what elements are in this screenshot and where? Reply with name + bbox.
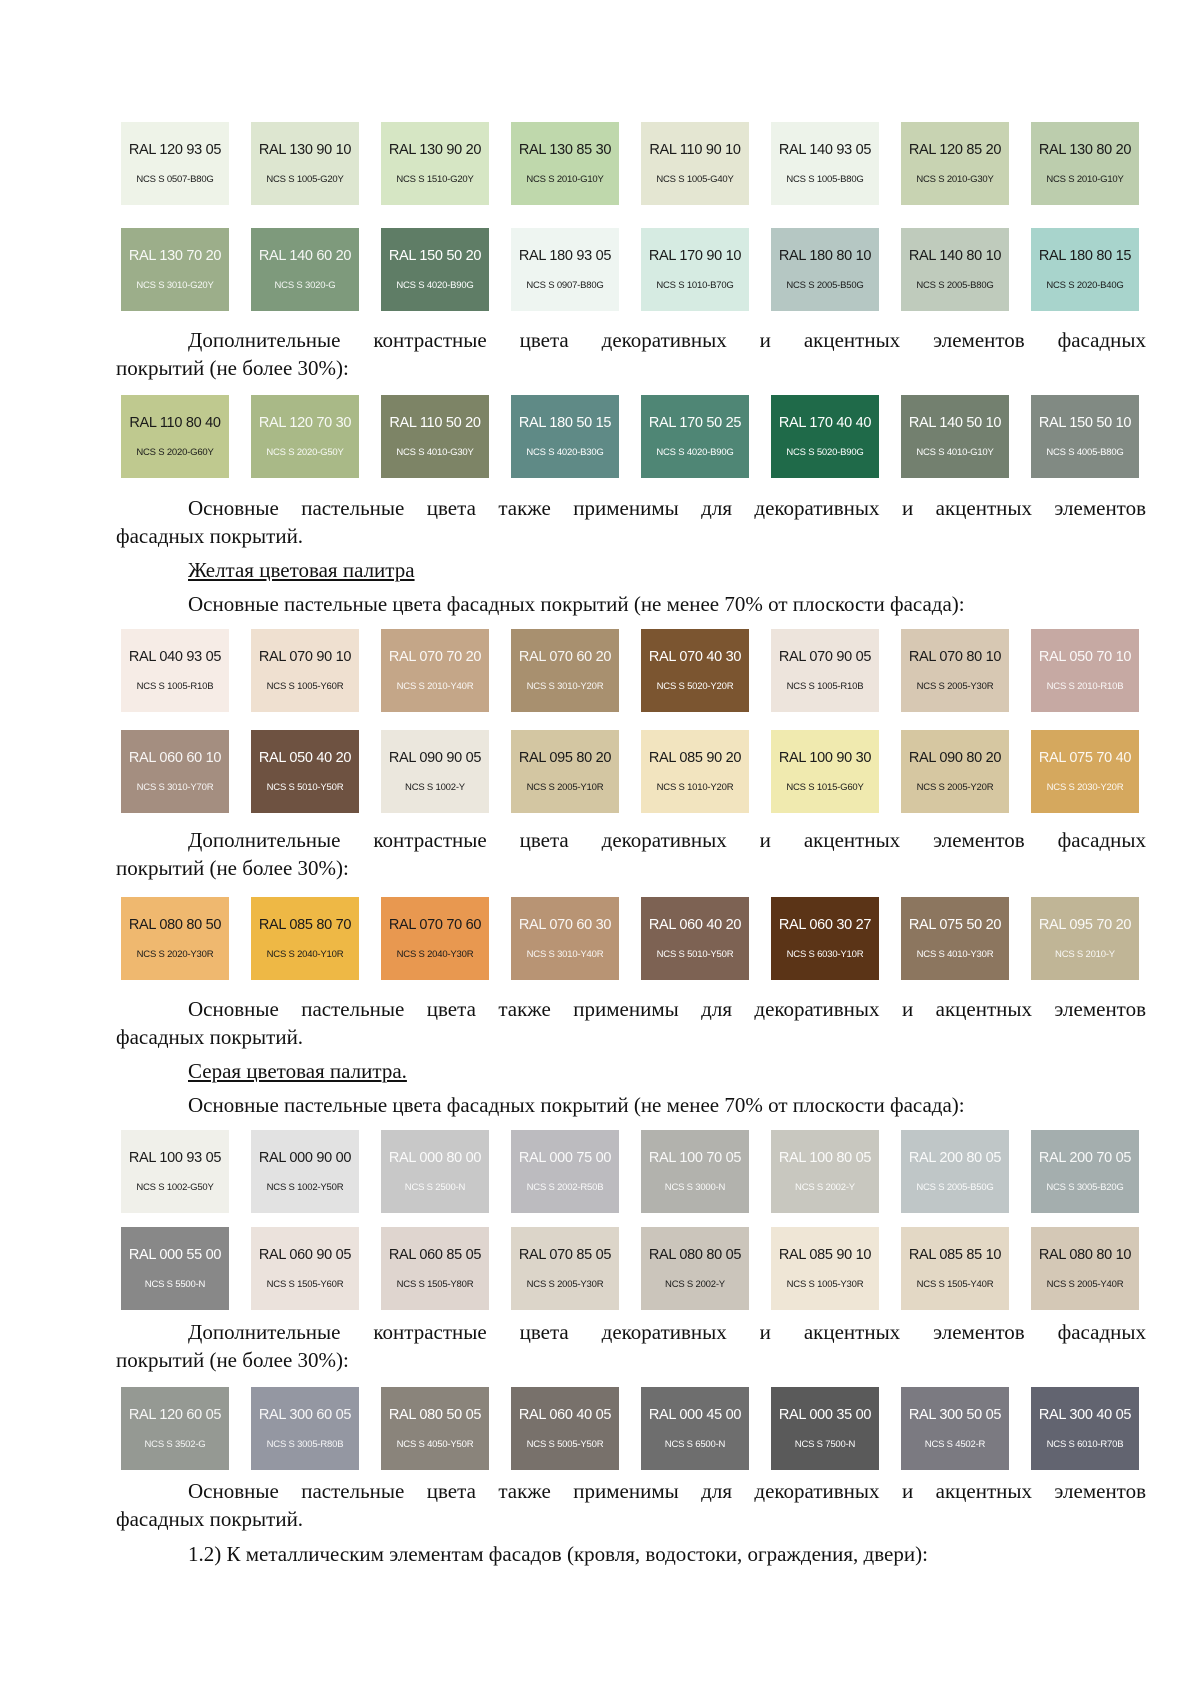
ral-code: RAL 110 50 20	[389, 415, 481, 431]
ral-code: RAL 120 93 05	[128, 142, 222, 158]
ral-code: RAL 150 50 20	[388, 248, 482, 264]
ncs-code: NCS S 3005-R80B	[266, 1439, 344, 1450]
ral-code: RAL 000 55 00	[128, 1247, 222, 1263]
color-swatch	[121, 897, 229, 980]
ral-code: RAL 100 90 30	[778, 750, 872, 766]
paragraph-line: Основные пастельные цвета также применимы для декоративных и акцентных элементов	[188, 496, 1146, 520]
color-swatch	[1031, 897, 1139, 980]
ral-code: RAL 100 80 05	[778, 1150, 872, 1166]
ral-code: RAL 130 80 20	[1038, 142, 1132, 158]
ncs-code: NCS S 4010-G30Y	[396, 447, 474, 458]
ncs-code: NCS S 1005-Y30R	[786, 1279, 864, 1290]
color-swatch	[771, 629, 879, 712]
color-swatch	[251, 1387, 359, 1470]
color-swatch	[901, 228, 1009, 311]
color-swatch	[1031, 1130, 1139, 1213]
ncs-code: NCS S 2005-Y30R	[916, 681, 994, 692]
ral-code: RAL 180 50 15	[518, 415, 612, 431]
paragraph-line: фасадных покрытий.	[116, 524, 304, 548]
ral-code: RAL 060 30 27	[778, 917, 872, 933]
swatch-row-green-main-1	[121, 122, 1141, 205]
ral-code: RAL 080 80 50	[128, 917, 222, 933]
paragraph-pastel-grey	[116, 1477, 1146, 1505]
ral-code: RAL 060 40 20	[648, 917, 742, 933]
ral-code: RAL 300 60 05	[258, 1407, 352, 1423]
color-swatch	[511, 897, 619, 980]
ral-code: RAL 070 85 05	[518, 1247, 612, 1263]
ncs-code: NCS S 6010-R70B	[1046, 1439, 1124, 1450]
ncs-code: NCS S 7500-N	[794, 1439, 856, 1450]
paragraph-line: фасадных покрытий.	[116, 1507, 304, 1531]
ral-code: RAL 200 70 05	[1038, 1150, 1132, 1166]
ral-code: RAL 000 90 00	[258, 1150, 352, 1166]
color-swatch	[901, 395, 1009, 478]
paragraph-line: Дополнительные контрастные цвета декоративных и акцентных элементов фасадных	[188, 328, 1146, 352]
ral-code: RAL 170 50 25	[648, 415, 742, 431]
ral-code: RAL 000 35 00	[778, 1407, 872, 1423]
ncs-code: NCS S 1002-Y50R	[266, 1182, 344, 1193]
color-swatch	[641, 395, 749, 478]
color-swatch	[381, 1387, 489, 1470]
section-heading-grey	[116, 1057, 1146, 1085]
ncs-code: NCS S 4020-B90G	[396, 280, 474, 291]
ncs-code: NCS S 3010-Y20R	[526, 681, 604, 692]
paragraph-pastel-green-cont	[116, 522, 1146, 550]
ncs-code: NCS S 0507-B80G	[136, 174, 214, 185]
ral-code: RAL 180 80 10	[778, 248, 872, 264]
color-swatch	[381, 122, 489, 205]
ral-code: RAL 060 60 10	[128, 750, 222, 766]
paragraph-line: Основные пастельные цвета также применимы для декоративных и акцентных элементов	[188, 1479, 1146, 1503]
paragraph-line: Основные пастельные цвета фасадных покрытий (не менее 70% от плоскости фасада):	[188, 592, 965, 616]
ral-code: RAL 075 50 20	[908, 917, 1002, 933]
section-heading-yellow	[116, 556, 1146, 584]
ncs-code: NCS S 3502-G	[144, 1439, 206, 1450]
ral-code: RAL 070 80 10	[908, 649, 1002, 665]
color-swatch	[121, 122, 229, 205]
color-swatch	[511, 629, 619, 712]
color-swatch	[641, 1130, 749, 1213]
ral-code: RAL 000 80 00	[388, 1150, 482, 1166]
ral-code: RAL 140 80 10	[908, 248, 1002, 264]
ncs-code: NCS S 1015-G60Y	[786, 782, 864, 793]
ncs-code: NCS S 1005-B80G	[786, 174, 864, 185]
paragraph-line: Дополнительные контрастные цвета декоративных и акцентных элементов фасадных	[188, 828, 1146, 852]
ncs-code: NCS S 1010-Y20R	[656, 782, 734, 793]
ral-code: RAL 095 70 20	[1038, 917, 1132, 933]
ral-code: RAL 060 85 05	[388, 1247, 482, 1263]
color-swatch	[901, 1227, 1009, 1310]
color-swatch	[901, 1387, 1009, 1470]
ncs-code: NCS S 4050-Y50R	[396, 1439, 474, 1450]
color-swatch	[121, 1387, 229, 1470]
swatch-row-grey-extra	[121, 1387, 1141, 1470]
paragraph-line: покрытий (не более 30%):	[116, 1348, 349, 1372]
section-heading-text: Желтая цветовая палитра	[188, 558, 415, 582]
ral-code: RAL 090 80 20	[908, 750, 1002, 766]
color-swatch	[511, 228, 619, 311]
color-swatch	[381, 1130, 489, 1213]
color-swatch	[641, 1387, 749, 1470]
ncs-code: NCS S 2010-Y	[1055, 949, 1115, 960]
ncs-code: NCS S 2010-G10Y	[1046, 174, 1124, 185]
color-swatch	[901, 122, 1009, 205]
ral-code: RAL 070 90 05	[778, 649, 872, 665]
ral-code: RAL 150 50 10	[1038, 415, 1132, 431]
ncs-code: NCS S 2005-B50G	[786, 280, 864, 291]
ncs-code: NCS S 3010-G20Y	[136, 280, 214, 291]
ral-code: RAL 085 85 10	[908, 1247, 1002, 1263]
color-swatch	[901, 629, 1009, 712]
ncs-code: NCS S 2500-N	[404, 1182, 466, 1193]
ncs-code: NCS S 5020-Y20R	[656, 681, 734, 692]
ncs-code: NCS S 6500-N	[664, 1439, 726, 1450]
ral-code: RAL 085 90 10	[778, 1247, 872, 1263]
ncs-code: NCS S 2010-G30Y	[916, 174, 994, 185]
ral-code: RAL 070 40 30	[648, 649, 742, 665]
ral-code: RAL 130 90 20	[388, 142, 482, 158]
color-swatch	[511, 1227, 619, 1310]
ncs-code: NCS S 1505-Y40R	[916, 1279, 994, 1290]
color-swatch	[511, 122, 619, 205]
color-swatch	[641, 122, 749, 205]
paragraph-extra-green-cont	[116, 354, 1146, 382]
ral-code: RAL 050 40 20	[258, 750, 352, 766]
ral-code: RAL 170 40 40	[778, 415, 872, 431]
ncs-code: NCS S 4020-B30G	[526, 447, 604, 458]
ncs-code: NCS S 1002-G50Y	[136, 1182, 214, 1193]
paragraph-grey-main	[116, 1091, 1146, 1119]
paragraph-extra-yellow-cont	[116, 854, 1146, 882]
color-swatch	[1031, 228, 1139, 311]
ncs-code: NCS S 5010-Y50R	[266, 782, 344, 793]
color-swatch	[381, 897, 489, 980]
ral-code: RAL 200 80 05	[908, 1150, 1002, 1166]
ncs-code: NCS S 4502-R	[924, 1439, 986, 1450]
ral-code: RAL 170 90 10	[648, 248, 742, 264]
color-swatch	[121, 629, 229, 712]
color-swatch	[251, 730, 359, 813]
color-swatch	[121, 1130, 229, 1213]
paragraph-line: фасадных покрытий.	[116, 1025, 304, 1049]
swatch-row-yellow-extra	[121, 897, 1141, 980]
color-swatch	[771, 1387, 879, 1470]
color-swatch	[1031, 730, 1139, 813]
ral-code: RAL 000 75 00	[518, 1150, 612, 1166]
color-swatch	[771, 730, 879, 813]
ncs-code: NCS S 2002-Y	[795, 1182, 855, 1193]
paragraph-extra-grey	[116, 1318, 1146, 1346]
paragraph-extra-green	[116, 326, 1146, 354]
ncs-code: NCS S 4020-B90G	[656, 447, 734, 458]
color-swatch	[511, 395, 619, 478]
ncs-code: NCS S 2005-Y30R	[526, 1279, 604, 1290]
ncs-code: NCS S 0907-B80G	[526, 280, 604, 291]
ral-code: RAL 080 80 05	[648, 1247, 742, 1263]
ral-code: RAL 070 60 20	[518, 649, 612, 665]
ncs-code: NCS S 4010-G10Y	[916, 447, 994, 458]
color-swatch	[251, 1227, 359, 1310]
ral-code: RAL 110 80 40	[129, 415, 221, 431]
section-heading-text: Серая цветовая палитра.	[188, 1059, 407, 1083]
ncs-code: NCS S 1005-G40Y	[656, 174, 734, 185]
ncs-code: NCS S 1005-G20Y	[266, 174, 344, 185]
paragraph-line: покрытий (не более 30%):	[116, 356, 349, 380]
ral-code: RAL 140 50 10	[908, 415, 1002, 431]
color-swatch	[771, 395, 879, 478]
color-swatch	[121, 395, 229, 478]
ncs-code: NCS S 2020-B40G	[1046, 280, 1124, 291]
color-swatch	[121, 228, 229, 311]
ncs-code: NCS S 5010-Y50R	[656, 949, 734, 960]
paragraph-pastel-yellow	[116, 995, 1146, 1023]
color-swatch	[771, 1130, 879, 1213]
ral-code: RAL 080 50 05	[388, 1407, 482, 1423]
ncs-code: NCS S 5020-B90G	[786, 447, 864, 458]
paragraph-pastel-yellow-cont	[116, 1023, 1146, 1051]
ral-code: RAL 130 90 10	[258, 142, 352, 158]
color-swatch	[1031, 122, 1139, 205]
ral-code: RAL 100 93 05	[128, 1150, 222, 1166]
ral-code: RAL 130 85 30	[518, 142, 612, 158]
ral-code: RAL 050 70 10	[1038, 649, 1132, 665]
ncs-code: NCS S 4010-Y30R	[916, 949, 994, 960]
ral-code: RAL 070 70 60	[388, 917, 482, 933]
ncs-code: NCS S 1005-R10B	[136, 681, 214, 692]
ncs-code: NCS S 2040-Y30R	[396, 949, 474, 960]
color-swatch	[251, 228, 359, 311]
ral-code: RAL 140 93 05	[778, 142, 872, 158]
ral-code: RAL 110 90 10	[649, 142, 741, 158]
color-swatch	[641, 730, 749, 813]
ral-code: RAL 070 70 20	[388, 649, 482, 665]
color-swatch	[901, 897, 1009, 980]
color-swatch	[511, 1387, 619, 1470]
swatch-row-yellow-main-2	[121, 730, 1141, 813]
ncs-code: NCS S 2040-Y10R	[266, 949, 344, 960]
ral-code: RAL 120 60 05	[128, 1407, 222, 1423]
ral-code: RAL 085 90 20	[648, 750, 742, 766]
ncs-code: NCS S 1505-Y60R	[266, 1279, 344, 1290]
paragraph-extra-yellow	[116, 826, 1146, 854]
swatch-row-grey-main-1	[121, 1130, 1141, 1213]
ncs-code: NCS S 2020-G50Y	[266, 447, 344, 458]
ncs-code: NCS S 1505-Y80R	[396, 1279, 474, 1290]
ncs-code: NCS S 1005-R10B	[786, 681, 864, 692]
color-swatch	[1031, 395, 1139, 478]
color-swatch	[771, 1227, 879, 1310]
color-swatch	[121, 730, 229, 813]
ral-code: RAL 180 80 15	[1038, 248, 1132, 264]
color-swatch	[641, 897, 749, 980]
paragraph-pastel-grey-cont	[116, 1505, 1146, 1533]
ncs-code: NCS S 2020-G60Y	[136, 447, 214, 458]
color-swatch	[771, 122, 879, 205]
color-swatch	[251, 1130, 359, 1213]
ncs-code: NCS S 2002-Y	[665, 1279, 725, 1290]
ral-code: RAL 300 40 05	[1038, 1407, 1132, 1423]
color-swatch	[901, 1130, 1009, 1213]
color-swatch	[641, 228, 749, 311]
ncs-code: NCS S 2010-G10Y	[526, 174, 604, 185]
color-swatch	[1031, 1387, 1139, 1470]
color-swatch	[511, 1130, 619, 1213]
ral-code: RAL 070 90 10	[258, 649, 352, 665]
color-swatch	[641, 1227, 749, 1310]
ral-code: RAL 000 45 00	[648, 1407, 742, 1423]
color-swatch	[381, 730, 489, 813]
color-swatch	[381, 1227, 489, 1310]
ral-code: RAL 060 90 05	[258, 1247, 352, 1263]
swatch-row-green-main-2	[121, 228, 1141, 311]
ncs-code: NCS S 2002-R50B	[526, 1182, 604, 1193]
ral-code: RAL 080 80 10	[1038, 1247, 1132, 1263]
ncs-code: NCS S 3000-N	[664, 1182, 726, 1193]
ral-code: RAL 120 70 30	[258, 415, 352, 431]
color-swatch	[641, 629, 749, 712]
paragraph-line: Основные пастельные цвета фасадных покрытий (не менее 70% от плоскости фасада):	[188, 1093, 965, 1117]
ncs-code: NCS S 4005-B80G	[1046, 447, 1124, 458]
ncs-code: NCS S 1005-Y60R	[266, 681, 344, 692]
color-swatch	[771, 228, 879, 311]
paragraph-metal-elements	[116, 1540, 1146, 1568]
color-swatch	[1031, 629, 1139, 712]
ncs-code: NCS S 5500-N	[144, 1279, 206, 1290]
color-swatch	[511, 730, 619, 813]
color-swatch	[381, 228, 489, 311]
paragraph-line: Основные пастельные цвета также применимы для декоративных и акцентных элементов	[188, 997, 1146, 1021]
paragraph-extra-grey-cont	[116, 1346, 1146, 1374]
ncs-code: NCS S 2005-B50G	[916, 1182, 994, 1193]
ncs-code: NCS S 2030-Y20R	[1046, 782, 1124, 793]
ncs-code: NCS S 3010-Y70R	[136, 782, 214, 793]
ncs-code: NCS S 3020-G	[274, 280, 336, 291]
color-swatch	[251, 629, 359, 712]
color-swatch	[381, 629, 489, 712]
ncs-code: NCS S 1510-G20Y	[396, 174, 474, 185]
color-swatch	[251, 897, 359, 980]
paragraph-line: покрытий (не более 30%):	[116, 856, 349, 880]
ral-code: RAL 100 70 05	[648, 1150, 742, 1166]
ral-code: RAL 040 93 05	[128, 649, 222, 665]
paragraph-yellow-main	[116, 590, 1146, 618]
ral-code: RAL 140 60 20	[258, 248, 352, 264]
color-swatch	[901, 730, 1009, 813]
color-swatch	[1031, 1227, 1139, 1310]
ncs-code: NCS S 1010-B70G	[656, 280, 734, 291]
ncs-code: NCS S 2005-Y20R	[916, 782, 994, 793]
ncs-code: NCS S 2020-Y30R	[136, 949, 214, 960]
paragraph-pastel-green	[116, 494, 1146, 522]
ral-code: RAL 060 40 05	[518, 1407, 612, 1423]
ral-code: RAL 120 85 20	[908, 142, 1002, 158]
ncs-code: NCS S 2010-Y40R	[396, 681, 474, 692]
ral-code: RAL 300 50 05	[908, 1407, 1002, 1423]
paragraph-line: 1.2) К металлическим элементам фасадов (кровля, водостоки, ограждения, двери):	[188, 1542, 928, 1566]
ncs-code: NCS S 3010-Y40R	[526, 949, 604, 960]
color-swatch	[251, 395, 359, 478]
ncs-code: NCS S 2005-Y10R	[526, 782, 604, 793]
ral-code: RAL 090 90 05	[388, 750, 482, 766]
color-swatch	[251, 122, 359, 205]
ral-code: RAL 070 60 30	[518, 917, 612, 933]
ral-code: RAL 130 70 20	[128, 248, 222, 264]
ral-code: RAL 085 80 70	[258, 917, 352, 933]
color-swatch	[121, 1227, 229, 1310]
ncs-code: NCS S 1002-Y	[405, 782, 465, 793]
ncs-code: NCS S 3005-B20G	[1046, 1182, 1124, 1193]
swatch-row-green-extra	[121, 395, 1141, 478]
ncs-code: NCS S 2005-B80G	[916, 280, 994, 291]
ral-code: RAL 075 70 40	[1038, 750, 1132, 766]
paragraph-line: Дополнительные контрастные цвета декоративных и акцентных элементов фасадных	[188, 1320, 1146, 1344]
color-swatch	[771, 897, 879, 980]
ncs-code: NCS S 2010-R10B	[1046, 681, 1124, 692]
ral-code: RAL 180 93 05	[518, 248, 612, 264]
color-swatch	[381, 395, 489, 478]
ral-code: RAL 095 80 20	[518, 750, 612, 766]
ncs-code: NCS S 2005-Y40R	[1046, 1279, 1124, 1290]
ncs-code: NCS S 5005-Y50R	[526, 1439, 604, 1450]
ncs-code: NCS S 6030-Y10R	[786, 949, 864, 960]
swatch-row-yellow-main-1	[121, 629, 1141, 712]
swatch-row-grey-main-2	[121, 1227, 1141, 1310]
